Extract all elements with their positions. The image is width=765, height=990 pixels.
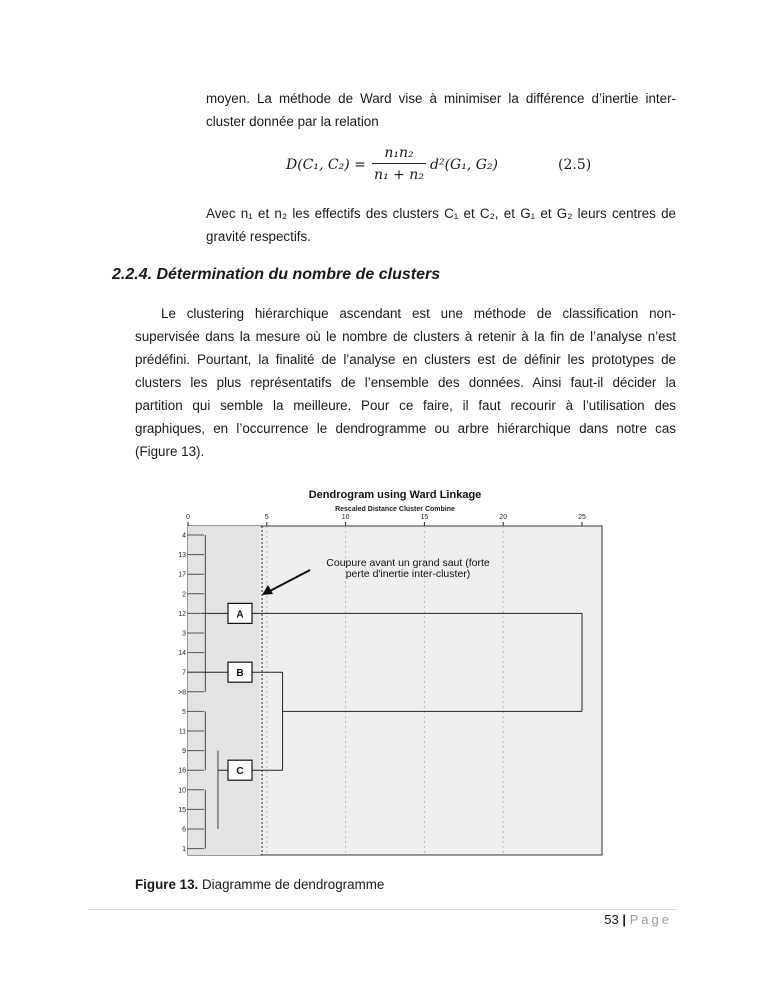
tick-label: 15 bbox=[420, 514, 429, 521]
body-paragraph bbox=[135, 302, 676, 463]
leaf-label: 14 bbox=[178, 650, 186, 658]
annotation-text: perte d'inertie inter-cluster) bbox=[345, 568, 471, 580]
equation-numerator: n₁n₂ bbox=[384, 145, 414, 161]
leaf-label: 17 bbox=[178, 571, 186, 579]
text-line: graphiques, en l’occurrence le dendrogramme ou arbre hiérarchique dans notre cas bbox=[135, 421, 676, 436]
section-heading: 2.2.4. Détermination du nombre de clusters bbox=[112, 266, 441, 283]
x-axis-ticks bbox=[186, 514, 586, 526]
text-line: partition qui semble la meilleure. Pour ce faire, il faut recourir à l’utilisation des bbox=[135, 398, 676, 413]
chart-title: Dendrogram using Ward Linkage bbox=[308, 489, 482, 501]
caption-text: Diagramme de dendrogramme bbox=[198, 877, 385, 892]
tick-label: 20 bbox=[499, 514, 508, 521]
figure-caption bbox=[135, 877, 384, 892]
leaf-label: 11 bbox=[178, 728, 186, 736]
equation-rhs: d²(G₁, G₂) bbox=[430, 157, 498, 173]
tick-label: 0 bbox=[186, 514, 190, 521]
leaf-label: 3 bbox=[182, 630, 186, 638]
text-line: moyen. La méthode de Ward vise à minimiser la différence d’inertie inter- bbox=[206, 91, 676, 106]
cut-region bbox=[188, 526, 260, 855]
leaf-label: 4 bbox=[182, 532, 186, 540]
leaf-label: 13 bbox=[178, 552, 186, 560]
leaf-label: 6 bbox=[182, 826, 186, 834]
equation-number: (2.5) bbox=[558, 157, 592, 173]
equation-2-5 bbox=[286, 143, 606, 191]
leaf-label: 16 bbox=[178, 767, 186, 775]
tick-label: 25 bbox=[578, 514, 586, 521]
leaf-label: 7 bbox=[182, 669, 186, 677]
tick-label: 5 bbox=[264, 514, 269, 521]
cluster-label: A bbox=[236, 609, 244, 621]
page-word: Page bbox=[629, 912, 672, 927]
footer-separator: | bbox=[622, 912, 626, 927]
annotation-text: Coupure avant un grand saut (forte bbox=[326, 557, 490, 569]
text-line: clusters les plus représentatifs de l’ensemble des données. Ainsi faut-il décider la bbox=[135, 375, 676, 390]
leaf-label: 10 bbox=[178, 787, 186, 795]
dendrogram-chart bbox=[160, 483, 610, 863]
page-footer bbox=[604, 912, 672, 927]
intro-paragraph bbox=[206, 87, 676, 133]
leaf-label: 12 bbox=[178, 610, 186, 618]
text-line: cluster donnée par la relation bbox=[206, 114, 379, 129]
leaf-label: 1 bbox=[182, 846, 186, 854]
leaf-label: 2 bbox=[182, 591, 186, 599]
cluster-label: B bbox=[236, 668, 244, 680]
text-line: supervisée dans la mesure où le nombre de clusters à retenir à la fin de l’analyse n’est bbox=[135, 329, 676, 344]
equation-fraction bbox=[370, 143, 428, 184]
leaf-label: 9 bbox=[182, 748, 186, 756]
page-number: 53 bbox=[604, 912, 619, 927]
text-line: (Figure 13). bbox=[135, 444, 205, 459]
leaf-label: 15 bbox=[178, 806, 186, 814]
text-line: Avec n₁ et n₂ les effectifs des clusters C₁ et C₂, et G₁ et G₂ leurs centres de bbox=[206, 206, 676, 221]
cluster-label: C bbox=[236, 766, 244, 778]
text-line: gravité respectifs. bbox=[206, 229, 311, 244]
leaf-label: 5 bbox=[182, 708, 186, 716]
equation-denominator: n₁ + n₂ bbox=[374, 167, 424, 183]
leaf-label: >8 bbox=[178, 689, 186, 697]
chart-subtitle: Rescaled Distance Cluster Combine bbox=[335, 506, 455, 513]
tick-label: 10 bbox=[341, 514, 350, 521]
footer-divider bbox=[88, 909, 677, 910]
equation-lhs: D(C₁, C₂) = bbox=[286, 157, 366, 173]
caption-label: Figure 13. bbox=[135, 877, 199, 892]
avec-paragraph bbox=[206, 202, 676, 248]
text-line: Le clustering hiérarchique ascendant est une méthode de classification non- bbox=[161, 306, 676, 321]
text-line: prédéfini. Pourtant, la finalité de l’analyse en clusters est de définir les prototypes de bbox=[135, 352, 676, 367]
